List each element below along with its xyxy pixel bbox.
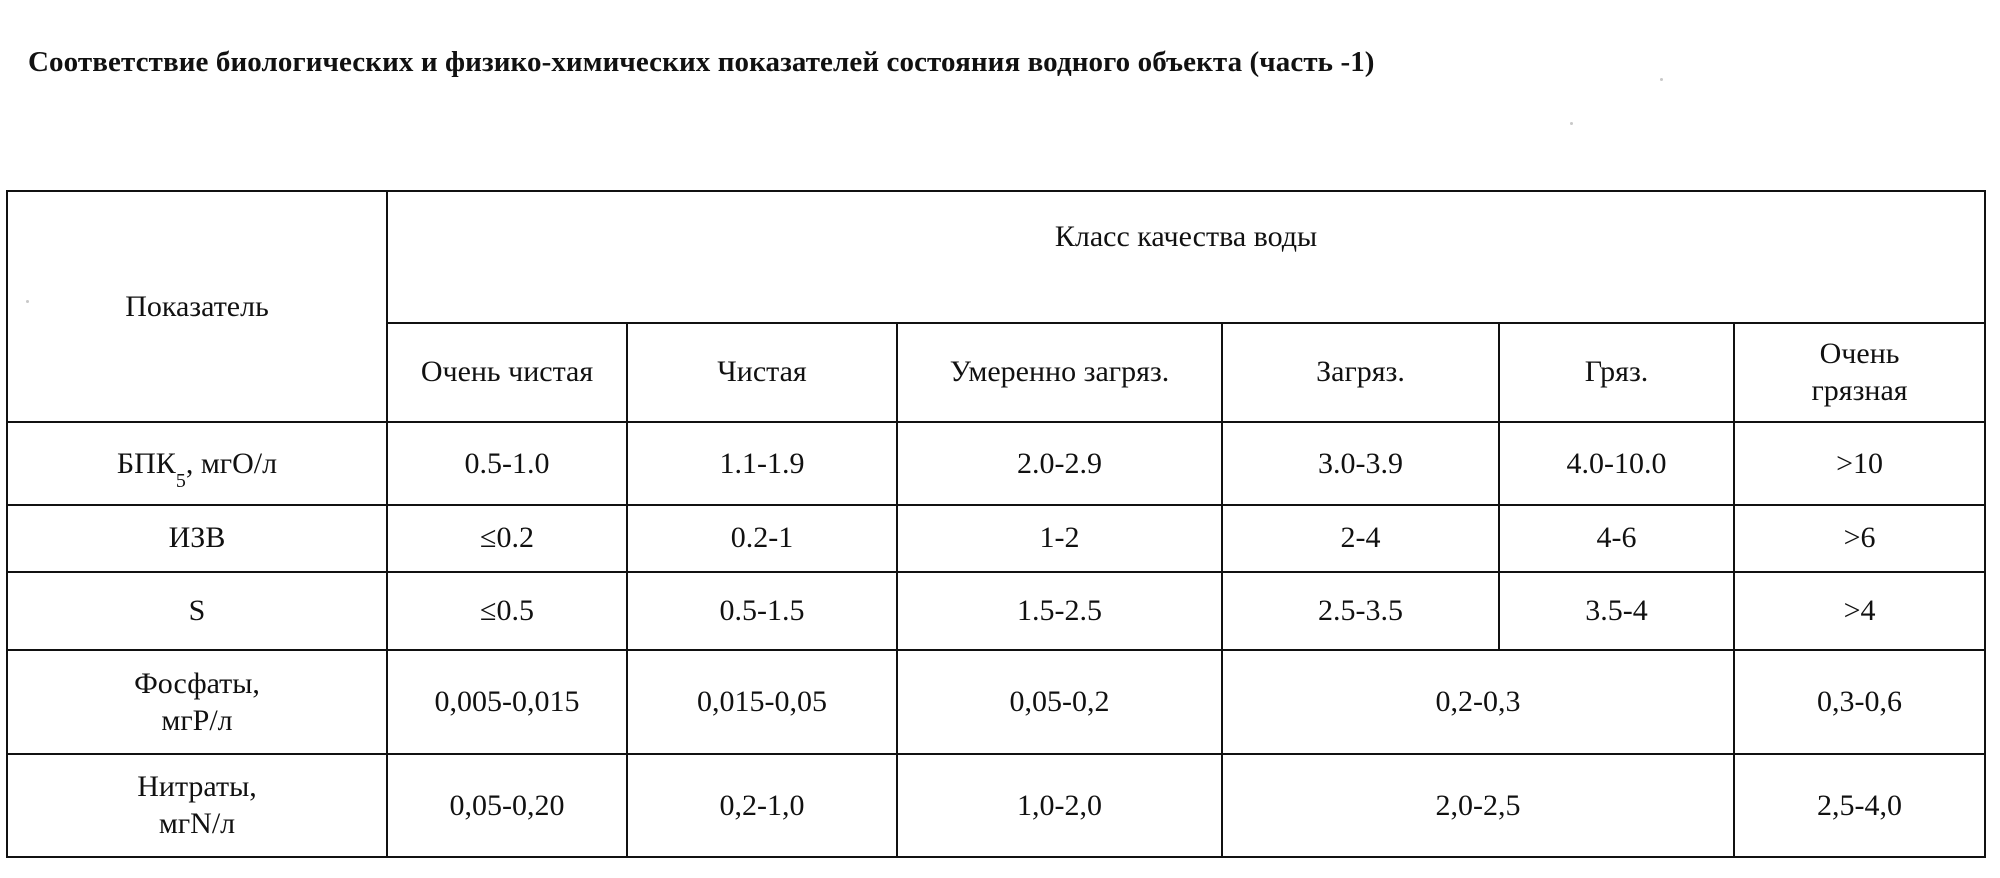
phosphates-label-line1: Фосфаты, — [134, 666, 260, 700]
table-cell: >6 — [1734, 505, 1985, 572]
table-cell: 4.0-10.0 — [1499, 422, 1734, 505]
table-cell: 0,015-0,05 — [627, 650, 897, 753]
table-cell: 0,005-0,015 — [387, 650, 627, 753]
bpk-label-subscript: 5 — [175, 469, 186, 492]
table-cell: 1-2 — [897, 505, 1222, 572]
table-cell: 2,5-4,0 — [1734, 754, 1985, 857]
header-row — [7, 191, 1985, 323]
class-moderately-polluted: Умеренно загряз. — [897, 323, 1222, 422]
row-label-izv: ИЗВ — [7, 505, 387, 572]
class-very-clean: Очень чистая — [387, 323, 627, 422]
table-cell: 0.2-1 — [627, 505, 897, 572]
table-cell-merged: 0,2-0,3 — [1222, 650, 1734, 753]
table-cell: 2.5-3.5 — [1222, 572, 1499, 651]
table-row-nitrates — [7, 754, 1985, 857]
scan-speck — [1570, 122, 1573, 125]
table-cell: 0.5-1.5 — [627, 572, 897, 651]
table-cell-merged: 2,0-2,5 — [1222, 754, 1734, 857]
table-row-izv — [7, 505, 1985, 572]
table-cell: 1,0-2,0 — [897, 754, 1222, 857]
table-cell: 1.1-1.9 — [627, 422, 897, 505]
table-cell: 0.5-1.0 — [387, 422, 627, 505]
table-cell: 0,3-0,6 — [1734, 650, 1985, 753]
table-cell: 4-6 — [1499, 505, 1734, 572]
table-row-s — [7, 572, 1985, 651]
table-cell: 1.5-2.5 — [897, 572, 1222, 651]
table-cell: 2.0-2.9 — [897, 422, 1222, 505]
table-row-bpk — [7, 422, 1985, 505]
table-cell: 0,05-0,2 — [897, 650, 1222, 753]
indicator-header: Показатель — [7, 191, 387, 422]
table-cell: >10 — [1734, 422, 1985, 505]
class-dirty: Гряз. — [1499, 323, 1734, 422]
phosphates-label-line2: мгР/л — [161, 704, 233, 738]
bpk-label-unit: , мгО/л — [185, 446, 278, 480]
table-cell: 0,05-0,20 — [387, 754, 627, 857]
scan-speck — [1660, 78, 1663, 81]
nitrates-label-line2: мгN/л — [158, 807, 236, 841]
row-label-phosphates — [7, 650, 387, 753]
bpk-label-main: БПК — [116, 446, 176, 480]
table-cell: >4 — [1734, 572, 1985, 651]
document-title: Соответствие биологических и физико-химических показателей состояния водного объекта (часть -1) — [28, 46, 1375, 78]
table-cell: 3.5-4 — [1499, 572, 1734, 651]
nitrates-label-line1: Нитраты, — [137, 769, 257, 803]
row-label-s: S — [7, 572, 387, 651]
table-cell: ≤0.2 — [387, 505, 627, 572]
class-polluted: Загряз. — [1222, 323, 1499, 422]
class-header: Класс качества воды — [387, 191, 1985, 323]
water-quality-table — [6, 190, 1986, 858]
table-cell: 0,2-1,0 — [627, 754, 897, 857]
class-very-dirty: Очень грязная — [1734, 323, 1985, 422]
row-label-bpk — [7, 422, 387, 505]
row-label-nitrates — [7, 754, 387, 857]
table-cell: ≤0.5 — [387, 572, 627, 651]
table-cell: 2-4 — [1222, 505, 1499, 572]
table-row-phosphates — [7, 650, 1985, 753]
table-cell: 3.0-3.9 — [1222, 422, 1499, 505]
class-clean: Чистая — [627, 323, 897, 422]
